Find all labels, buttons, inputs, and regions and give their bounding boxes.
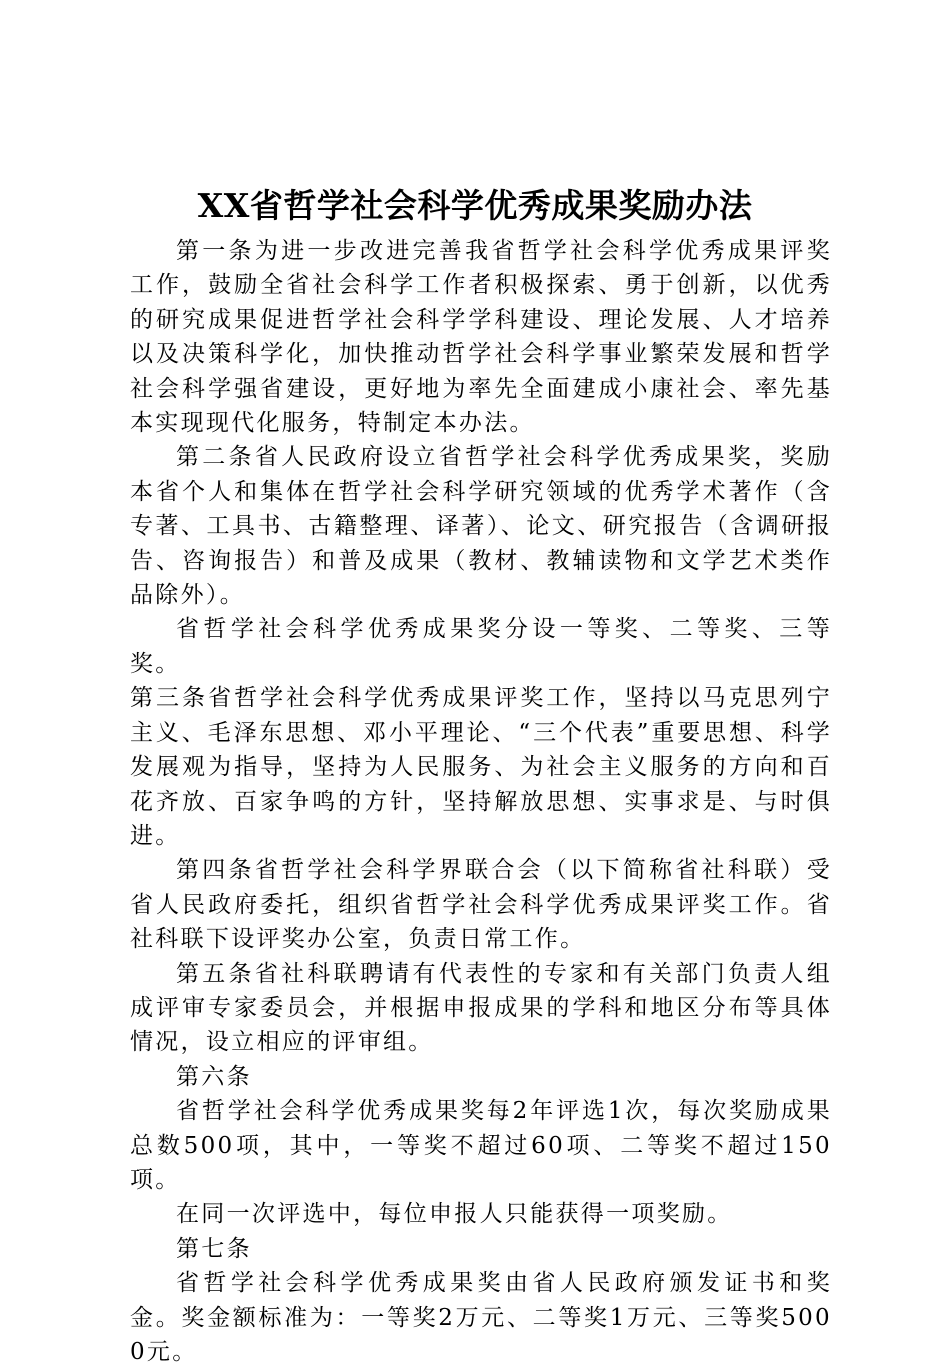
document-title: XX省哲学社会科学优秀成果奖励办法 (197, 186, 753, 225)
article-5-paragraph: 第五条省社科联聘请有代表性的专家和有关部门负责人组成评审专家委员会，并根据申报成果的学科和地区分布等具体情况，设立相应的评审组。 (130, 960, 832, 1056)
article-6-paragraph: 省哲学社会科学优秀成果奖每2年评选1次，每次奖励成果总数500项，其中，一等奖不超过60项、二等奖不超过150项。 (130, 1098, 832, 1193)
article-6-heading: 第六条 (176, 1063, 252, 1090)
article-7-heading: 第七条 (176, 1235, 252, 1262)
article-1-paragraph: 第一条为进一步改进完善我省哲学社会科学优秀成果评奖工作，鼓励全省社会科学工作者积极探索、勇于创新，以优秀的研究成果促进哲学社会科学学科建设、理论发展、人才培养以及决策科学化，加快推动哲学社会科学事业繁荣发展和哲学社会科学强省建设，更好地为率先全面建成小康社会、率先基本实现现代化服务，特制定本办法。 (130, 238, 832, 437)
article-2-paragraph: 第二条省人民政府设立省哲学社会科学优秀成果奖，奖励本省个人和集体在哲学社会科学研究领域的优秀学术著作（含专著、工具书、古籍整理、译著）、论文、研究报告（含调研报告、咨询报告）和普及成果（教材、教辅读物和文学艺术类作品除外）。 (130, 444, 832, 609)
article-4-paragraph: 第四条省哲学社会科学界联合会（以下简称省社科联）受省人民政府委托，组织省哲学社会科学优秀成果评奖工作。省社科联下设评奖办公室，负责日常工作。 (130, 857, 832, 953)
single-award-paragraph: 在同一次评选中，每位申报人只能获得一项奖励。 (176, 1201, 733, 1228)
award-levels-paragraph: 省哲学社会科学优秀成果奖分设一等奖、二等奖、三等奖。 (130, 616, 832, 677)
article-7-paragraph: 省哲学社会科学优秀成果奖由省人民政府颁发证书和奖金。奖金额标准为：一等奖2万元、二等奖1万元、三等奖5000元。 (130, 1270, 832, 1365)
document-body (130, 234, 832, 1369)
article-3-paragraph: 第三条省哲学社会科学优秀成果评奖工作，坚持以马克思列宁主义、毛泽东思想、邓小平理论、“三个代表”重要思想、科学发展观为指导，坚持为人民服务、为社会主义服务的方向和百花齐放、百家争鸣的方针，坚持解放思想、实事求是、与时俱进。 (130, 685, 832, 849)
